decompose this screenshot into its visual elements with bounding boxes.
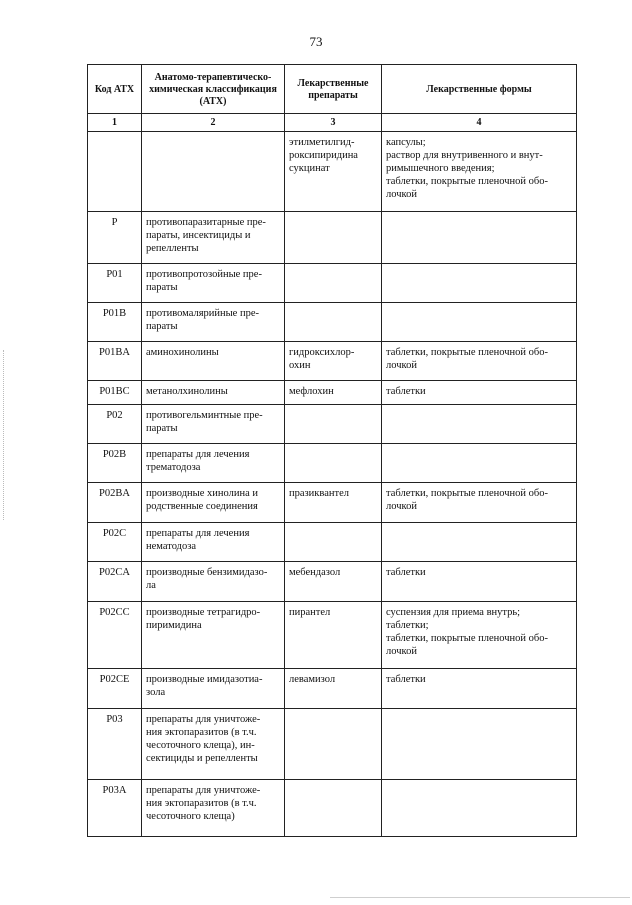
cell-text-line: лочкой [386, 501, 417, 512]
header-forms: Лекарственные формы [382, 65, 577, 114]
cell-text-line: репелленты [146, 243, 199, 254]
atx-code-cell: P02 [88, 405, 142, 444]
dosage-forms-cell [382, 562, 577, 602]
cell-text-line: ла [146, 580, 156, 591]
dosage-forms-cell [382, 342, 577, 381]
atx-code-cell: P [88, 212, 142, 264]
table-row [88, 303, 577, 342]
drug-name-cell [285, 562, 382, 602]
cell-text-line: противогельминтные пре- [146, 410, 263, 421]
cell-text-line: чесоточного клеща) [146, 811, 235, 822]
cell-text-line: пиримидина [146, 620, 202, 631]
atx-classification-cell [142, 523, 285, 562]
dosage-forms-cell [382, 523, 577, 562]
atx-classification-cell [142, 483, 285, 523]
cell-text-line: противомалярийные пре- [146, 308, 259, 319]
cell-text-line: лочкой [386, 189, 417, 200]
atx-code-cell: P01 [88, 264, 142, 303]
table-row [88, 444, 577, 483]
column-number: 3 [285, 114, 382, 132]
cell-text-line: аминохинолины [146, 347, 219, 358]
cell-text-line: препараты для лечения [146, 449, 250, 460]
drug-name-cell [285, 264, 382, 303]
cell-text-line: сукцинат [289, 163, 330, 174]
cell-text-line: зола [146, 687, 166, 698]
atx-classification-cell [142, 669, 285, 709]
cell-text-line: препараты для уничтоже- [146, 785, 261, 796]
cell-text-line: чесоточного клеща), ин- [146, 740, 255, 751]
drug-name-cell [285, 303, 382, 342]
drug-name-cell [285, 405, 382, 444]
cell-text-line: раствор для внутривенного и внут- [386, 150, 543, 161]
atx-code-cell: P02BA [88, 483, 142, 523]
table-body [88, 132, 577, 837]
cell-text-line: левамизол [289, 674, 336, 685]
atx-classification-cell [142, 602, 285, 669]
cell-text-line: гидроксихлор- [289, 347, 355, 358]
drug-name-cell [285, 483, 382, 523]
drug-name-cell [285, 212, 382, 264]
dosage-forms-cell [382, 602, 577, 669]
atx-code-cell: P02C [88, 523, 142, 562]
column-number: 4 [382, 114, 577, 132]
atx-classification-cell [142, 562, 285, 602]
table-row [88, 780, 577, 837]
dosage-forms-cell [382, 264, 577, 303]
table-row [88, 483, 577, 523]
cell-text-line: таблетки [386, 567, 426, 578]
atx-code-cell: P02B [88, 444, 142, 483]
cell-text-line: мефлохин [289, 386, 334, 397]
table-row [88, 212, 577, 264]
dosage-forms-cell [382, 669, 577, 709]
cell-text-line: противопаразитарные пре- [146, 217, 266, 228]
cell-text-line: охин [289, 360, 311, 371]
atx-code-cell [88, 132, 142, 212]
drug-name-cell [285, 780, 382, 837]
cell-text-line: римышечного введения; [386, 163, 495, 174]
drug-name-cell [285, 132, 382, 212]
page-number: 73 [309, 34, 323, 49]
drug-name-cell [285, 444, 382, 483]
cell-text-line: таблетки, покрытые пленочной обо- [386, 488, 548, 499]
header-drugs: Лекарственные препараты [285, 65, 382, 114]
atx-classification-cell [142, 405, 285, 444]
table-row [88, 342, 577, 381]
cell-text-line: суспензия для приема внутрь; [386, 607, 521, 618]
atx-classification-cell [142, 709, 285, 780]
cell-text-line: лочкой [386, 646, 417, 657]
table-header-row [88, 65, 577, 114]
atx-code-cell: P01BA [88, 342, 142, 381]
dosage-forms-cell [382, 709, 577, 780]
cell-text-line: таблетки; [386, 620, 429, 631]
cell-text-line: пирантел [289, 607, 331, 618]
table-row [88, 405, 577, 444]
cell-text-line: этилметилгид- [289, 137, 355, 148]
column-number-row [88, 114, 577, 132]
cell-text-line: лочкой [386, 360, 417, 371]
table-row [88, 132, 577, 212]
atx-classification-cell [142, 303, 285, 342]
table-row [88, 562, 577, 602]
atx-code-cell: P03A [88, 780, 142, 837]
atx-classification-cell [142, 264, 285, 303]
dosage-forms-cell [382, 405, 577, 444]
atx-classification-cell [142, 444, 285, 483]
dosage-forms-cell [382, 212, 577, 264]
atx-code-cell: P02CA [88, 562, 142, 602]
atx-code-cell: P03 [88, 709, 142, 780]
drug-name-cell [285, 669, 382, 709]
scan-artifact-line [330, 897, 630, 898]
cell-text-line: производные хинолина и [146, 488, 259, 499]
drug-name-cell [285, 523, 382, 562]
cell-text-line: метанолхинолины [146, 386, 228, 397]
atx-code-cell: P01BC [88, 381, 142, 405]
cell-text-line: трематодоза [146, 462, 201, 473]
table-row [88, 669, 577, 709]
drug-name-cell [285, 602, 382, 669]
cell-text-line: таблетки, покрытые пленочной обо- [386, 176, 548, 187]
cell-text-line: нематодоза [146, 541, 197, 552]
cell-text-line: таблетки, покрытые пленочной обо- [386, 633, 548, 644]
table-row [88, 523, 577, 562]
dosage-forms-cell [382, 444, 577, 483]
scan-artifact-margin [3, 350, 6, 520]
table-row [88, 381, 577, 405]
drug-name-cell [285, 342, 382, 381]
cell-text-line: мебендазол [289, 567, 341, 578]
atx-code-cell: P01B [88, 303, 142, 342]
atx-code-cell: P02CE [88, 669, 142, 709]
header-code: Код АТХ [88, 65, 142, 114]
cell-text-line: родственные соединения [146, 501, 258, 512]
table-row [88, 602, 577, 669]
cell-text-line: капсулы; [386, 137, 426, 148]
cell-text-line: препараты для лечения [146, 528, 250, 539]
dosage-forms-cell [382, 303, 577, 342]
cell-text-line: противопротозойные пре- [146, 269, 262, 280]
cell-text-line: производные тетрагидро- [146, 607, 261, 618]
atx-classification-cell [142, 381, 285, 405]
cell-text-line: таблетки [386, 386, 426, 397]
cell-text-line: производные имидазотиа- [146, 674, 263, 685]
cell-text-line: таблетки [386, 674, 426, 685]
atx-classification-cell [142, 212, 285, 264]
drug-name-cell [285, 709, 382, 780]
cell-text-line: производные бензимидазо- [146, 567, 268, 578]
table-row [88, 709, 577, 780]
atx-classification-cell [142, 780, 285, 837]
drug-name-cell [285, 381, 382, 405]
atx-classification-cell [142, 132, 285, 212]
cell-text-line: препараты для уничтоже- [146, 714, 261, 725]
cell-text-line: ния эктопаразитов (в т.ч. [146, 727, 257, 738]
cell-text-line: параты [146, 282, 178, 293]
table-row [88, 264, 577, 303]
header-atx: Анатомо-терапевтическо-химическая классификация (АТХ) [142, 65, 285, 114]
cell-text-line: празиквантел [289, 488, 349, 499]
cell-text-line: параты, инсектициды и [146, 230, 251, 241]
cell-text-line: параты [146, 321, 178, 332]
cell-text-line: таблетки, покрытые пленочной обо- [386, 347, 548, 358]
dosage-forms-cell [382, 132, 577, 212]
dosage-forms-cell [382, 483, 577, 523]
cell-text-line: сектициды и репелленты [146, 753, 258, 764]
column-number: 1 [88, 114, 142, 132]
cell-text-line: параты [146, 423, 178, 434]
column-number: 2 [142, 114, 285, 132]
cell-text-line: роксипиридина [289, 150, 358, 161]
atx-table [87, 64, 577, 837]
cell-text-line: ния эктопаразитов (в т.ч. [146, 798, 257, 809]
dosage-forms-cell [382, 381, 577, 405]
atx-code-cell: P02CC [88, 602, 142, 669]
atx-classification-cell [142, 342, 285, 381]
dosage-forms-cell [382, 780, 577, 837]
